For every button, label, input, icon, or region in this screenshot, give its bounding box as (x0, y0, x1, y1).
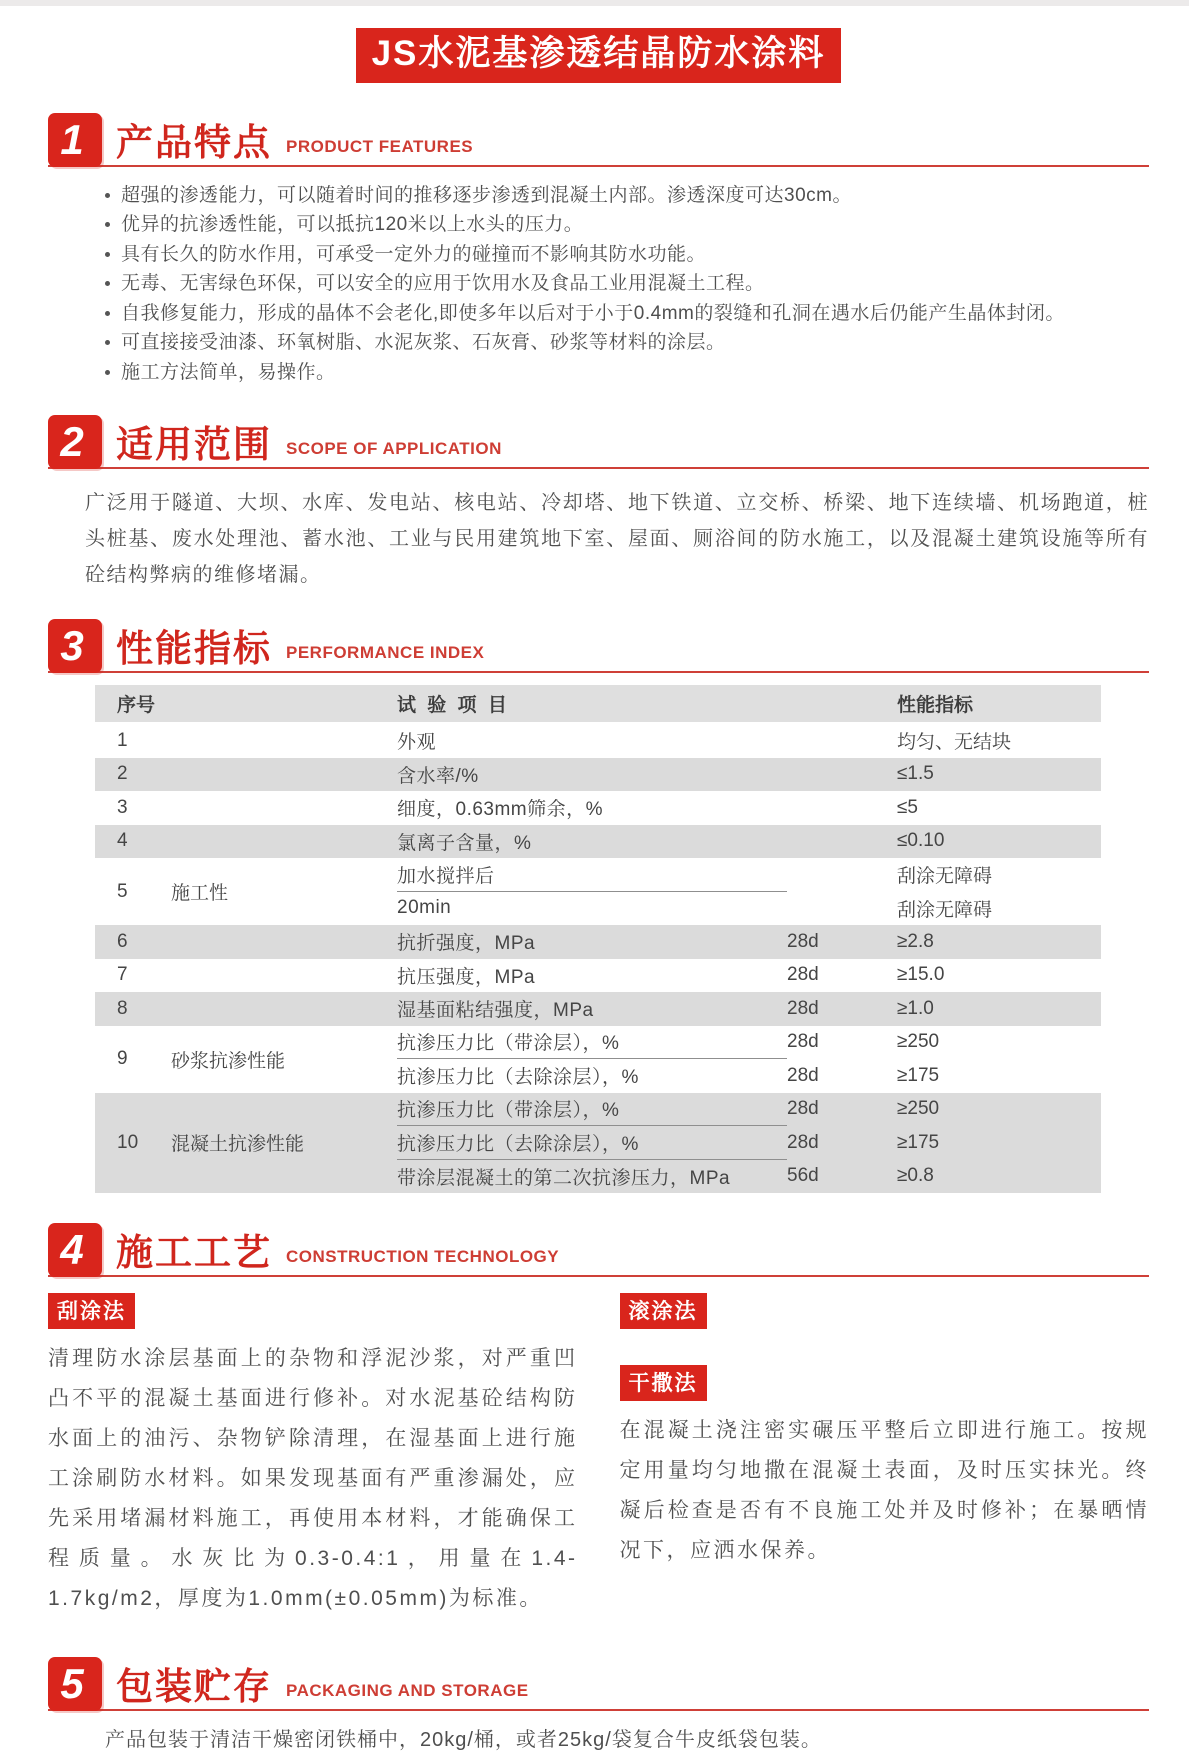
construction-columns (48, 1293, 1149, 1619)
dry-scatter-method-badge: 干撒法 (620, 1365, 707, 1401)
cell-index: 均匀、无结块 (897, 732, 1012, 754)
table-sub-line (397, 825, 1101, 859)
cell-seq: 序号 (117, 695, 156, 716)
scrape-method-text: 清理防水涂层基面上的杂物和浮泥沙浆，对严重凹凸不平的混凝土基面进行修补。对水泥基砼结构防水面上的油污、杂物铲除清理，在湿基面上进行施工涂刷防水材料。如果发现基面有严重渗漏处，应先采用堵漏材料施工，再使用本材料，才能确保工程质量。水灰比为0.3-0.4:1，用量在1.4-1.7kg/m2，厚度为1.0mm(±0.05mm)为标准。 (48, 1347, 578, 1610)
cell-category (171, 724, 397, 758)
cell-seq: 8 (117, 997, 128, 1019)
section-subtitle: PACKAGING AND STORAGE (286, 1681, 529, 1700)
feature-bullet: 无毒、无害绿色环保，可以安全的应用于饮用水及食品工业用混凝土工程。 (103, 269, 1149, 299)
cell-test-item: 试 验 项 目 (397, 695, 510, 716)
table-row (95, 724, 1101, 758)
feature-bullet-list (103, 181, 1149, 388)
section-number-badge: 3 (48, 619, 102, 673)
cell-age: 28d (787, 1031, 819, 1053)
table-sub-line (397, 858, 1101, 892)
feature-bullet: 可直接接受油漆、环氧树脂、水泥灰浆、石灰膏、砂浆等材料的涂层。 (103, 328, 1149, 358)
section-number-badge: 4 (48, 1223, 102, 1277)
section-header-packaging (48, 1657, 1149, 1711)
cell-age: 28d (787, 1064, 819, 1086)
roller-method-badge: 滚涂法 (620, 1293, 707, 1329)
cell-test-item: 氯离子含量，% (397, 832, 532, 854)
cell-index: ≥15.0 (897, 964, 945, 986)
table-row (95, 959, 1101, 993)
cell-test-item: 抗压强度，MPa (397, 966, 536, 988)
scrape-method-column (48, 1293, 578, 1619)
cell-category (171, 791, 397, 825)
cell-test-item: 带涂层混凝土的第二次抗渗压力，MPa (397, 1167, 731, 1189)
section-title: 产品特点 (116, 121, 272, 163)
section-number-badge: 2 (48, 415, 102, 469)
scope-paragraph: 广泛用于隧道、大坝、水库、发电站、核电站、冷却塔、地下铁道、立交桥、桥梁、地下连续墙、机场跑道，桩头桩基、废水处理池、蓄水池、工业与民用建筑地下室、屋面、厕浴间的防水施工，以及混凝土建筑设施等所有砼结构弊病的维修堵漏。 (85, 492, 1149, 586)
dry-scatter-method-text: 在混凝土浇注密实碾压平整后立即进行施工。按规定用量均匀地撒在混凝土表面，及时压实抹光。终凝后检查是否有不良施工处并及时修补；在暴晒情况下，应洒水保养。 (619, 1419, 1149, 1562)
section-subtitle: SCOPE OF APPLICATION (286, 439, 502, 458)
table-row (95, 825, 1101, 859)
table-sub-line (397, 1160, 1101, 1194)
table-sub-line (397, 1093, 1101, 1127)
feature-bullet: 自我修复能力，形成的晶体不会老化,即使多年以后对于小于0.4mm的裂缝和孔洞在遇水后仍能产生晶体封闭。 (103, 299, 1149, 329)
section-header-features (48, 113, 1149, 167)
cell-category: 砂浆抗渗性能 (171, 1050, 286, 1072)
cell-age: 28d (787, 930, 819, 952)
table-row-header (95, 685, 1101, 722)
cell-index: ≥250 (897, 1098, 940, 1120)
cell-category: 施工性 (171, 883, 229, 904)
cell-seq: 1 (117, 729, 128, 751)
section-title: 适用范围 (116, 424, 272, 465)
section-title: 包装贮存 (116, 1666, 272, 1707)
cell-test-item: 抗折强度，MPa (397, 933, 536, 955)
cell-index: ≥2.8 (897, 930, 934, 952)
cell-age: 28d (787, 1131, 819, 1153)
table-row (95, 992, 1101, 1026)
cell-seq: 10 (117, 1131, 139, 1153)
document-page (0, 6, 1189, 1752)
cell-index: 刮涂无障碍 (897, 866, 993, 888)
table-sub-line (397, 1026, 1101, 1060)
title-banner-wrap (48, 28, 1149, 83)
cell-test-item: 加水搅拌后 (397, 858, 787, 892)
cell-index: ≥1.0 (897, 997, 934, 1019)
table-row (95, 758, 1101, 792)
cell-test-item: 抗渗压力比（去除涂层），% (397, 1126, 787, 1160)
cell-category (171, 959, 397, 993)
section-number-badge: 5 (48, 1657, 102, 1711)
table-sub-line (397, 758, 1101, 792)
section-title: 性能指标 (116, 628, 272, 669)
feature-bullet: 具有长久的防水作用，可承受一定外力的碰撞而不影响其防水功能。 (103, 240, 1149, 270)
cell-age: 28d (787, 997, 819, 1019)
table-row (95, 791, 1101, 825)
table-sub-line (397, 959, 1101, 993)
section-number-badge: 1 (48, 113, 102, 167)
cell-test-item: 细度，0.63mm筛余，% (397, 799, 604, 821)
scrape-method-badge: 刮涂法 (48, 1293, 135, 1329)
section-subtitle: PERFORMANCE INDEX (286, 643, 485, 662)
table-sub-line (397, 925, 1101, 959)
cell-test-item: 湿基面粘结强度，MPa (397, 1000, 594, 1022)
cell-seq: 5 (117, 880, 128, 902)
performance-table (95, 685, 1101, 1193)
cell-index: ≥0.8 (897, 1165, 934, 1187)
cell-index: ≥175 (897, 1064, 940, 1086)
cell-index: ≤0.10 (897, 830, 945, 852)
table-row (95, 1093, 1101, 1194)
table-sub-line (397, 1059, 1101, 1093)
packaging-paragraph: 产品包装于清洁干燥密闭铁桶中，20kg/桶，或者25kg/袋复合牛皮纸袋包装。 (105, 1729, 822, 1751)
cell-test-item: 抗渗压力比（带涂层），% (397, 1026, 787, 1060)
cell-seq: 4 (117, 830, 128, 852)
cell-age: 28d (787, 1098, 819, 1120)
cell-seq: 9 (117, 1048, 128, 1069)
feature-bullet: 施工方法简单，易操作。 (103, 358, 1149, 388)
section-header-construction (48, 1223, 1149, 1277)
section-title: 施工工艺 (116, 1232, 272, 1273)
feature-bullet: 优异的抗渗透性能，可以抵抗120米以上水头的压力。 (103, 210, 1149, 240)
cell-index: 性能指标 (897, 695, 974, 716)
table-sub-line (397, 892, 1101, 926)
cell-index: ≤1.5 (897, 763, 934, 785)
cell-index: 刮涂无障碍 (897, 899, 993, 921)
feature-bullet: 超强的渗透能力，可以随着时间的推移逐步渗透到混凝土内部。渗透深度可达30cm。 (103, 181, 1149, 211)
cell-test-item: 外观 (397, 732, 437, 754)
cell-test-item: 含水率/% (397, 765, 479, 787)
cell-category (171, 992, 397, 1026)
table-row (95, 925, 1101, 959)
cell-age: 28d (787, 964, 819, 986)
table-row (95, 1026, 1101, 1093)
cell-category (171, 758, 397, 792)
table-sub-line (397, 685, 1101, 722)
cell-age: 56d (787, 1165, 819, 1187)
cell-category (171, 685, 397, 722)
table-sub-line (397, 992, 1101, 1026)
cell-index: ≥175 (897, 1131, 940, 1153)
cell-category: 混凝土抗渗性能 (171, 1134, 305, 1156)
cell-index: ≤5 (897, 796, 918, 818)
cell-category (171, 825, 397, 859)
cell-category (171, 925, 397, 959)
cell-test-item: 抗渗压力比（带涂层），% (397, 1093, 787, 1127)
page-title: JS水泥基渗透结晶防水涂料 (356, 28, 842, 83)
table-sub-line (397, 791, 1101, 825)
cell-seq: 6 (117, 930, 128, 952)
table-sub-line (397, 724, 1101, 758)
table-sub-line (397, 1126, 1101, 1160)
cell-seq: 2 (117, 763, 128, 785)
cell-seq: 3 (117, 796, 128, 818)
section-header-scope (48, 415, 1149, 469)
cell-index: ≥250 (897, 1031, 940, 1053)
section-subtitle: CONSTRUCTION TECHNOLOGY (286, 1247, 560, 1266)
cell-test-item: 20min (397, 897, 452, 919)
table-row (95, 858, 1101, 925)
section-subtitle: PRODUCT FEATURES (286, 136, 474, 156)
section-header-performance (48, 619, 1149, 673)
roller-dry-method-column (620, 1293, 1150, 1619)
cell-seq: 7 (117, 964, 128, 986)
cell-test-item: 抗渗压力比（去除涂层），% (397, 1067, 639, 1089)
